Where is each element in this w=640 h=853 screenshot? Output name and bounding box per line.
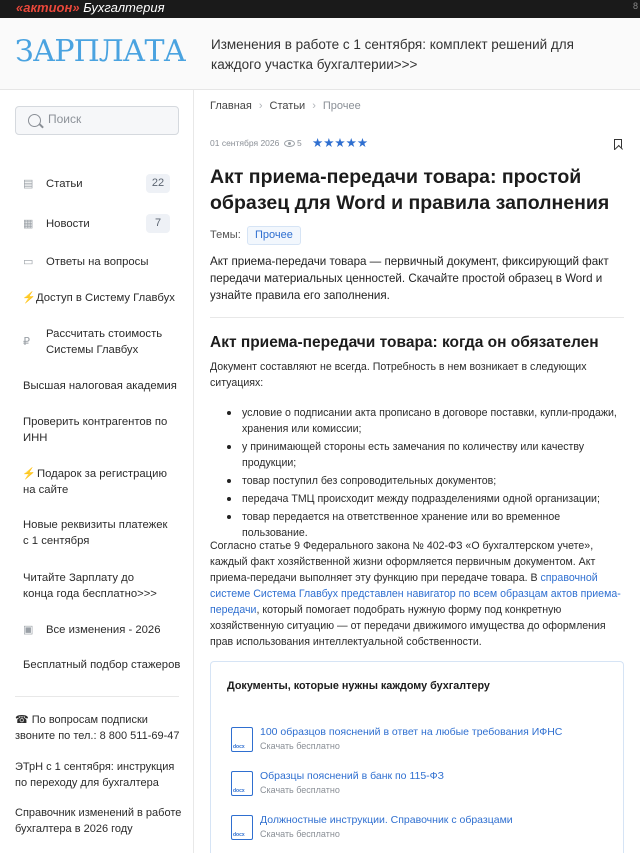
article-title: Акт приема-передачи товара: простой образец для Word и правила заполнения xyxy=(210,166,610,214)
lightning-icon: ⚡ xyxy=(22,468,36,480)
breadcrumb-current: Прочее xyxy=(322,100,361,112)
list-item: товар поступил без сопроводительных документов; xyxy=(210,473,624,489)
lightning-icon: ⚡ xyxy=(22,292,36,304)
top-bar xyxy=(0,0,640,18)
document-link[interactable]: 100 образцов пояснений в ответ на любые требования ИФНС xyxy=(260,726,563,738)
document-link[interactable]: Образцы пояснений в банк по 115-ФЗ xyxy=(260,770,445,782)
article-lead: Акт приема-передачи товара — первичный документ, фиксирующий факт передачи материальных ценностей. Скачайте простой образец в Word и узнайте правила его заполнения. xyxy=(210,255,609,302)
docx-file-icon: docx xyxy=(231,815,253,840)
topics-label: Темы: xyxy=(210,229,241,241)
view-count: 5 xyxy=(297,138,302,148)
corner-mark: 8 xyxy=(632,1,638,11)
sidebar-link-handbook[interactable]: Справочник изменений в работе бухгалтера в 2026 году xyxy=(15,807,182,835)
sidebar-item-label: Новые реквизиты платежек с 1 сентября xyxy=(23,519,168,547)
sidebar-item-label: Все изменения - 2026 xyxy=(46,624,161,636)
download-free-label[interactable]: Скачать бесплатно xyxy=(260,829,340,839)
law-paragraph xyxy=(210,538,624,650)
news-icon: ▦ xyxy=(23,218,34,230)
documents-box xyxy=(210,661,624,853)
situation-list xyxy=(210,405,624,543)
sidebar xyxy=(0,90,194,853)
chevron-right-icon: › xyxy=(312,100,316,112)
brand-name: Бухгалтерия xyxy=(83,0,165,15)
subscription-phone[interactable]: ☎ По вопросам подписки звоните по тел.: 8 800 511-69-47 xyxy=(15,714,180,742)
sidebar-item-label: Статьи xyxy=(46,178,83,190)
docx-file-icon: docx xyxy=(231,771,253,796)
brand-logo[interactable] xyxy=(16,0,165,18)
breadcrumb xyxy=(210,100,361,112)
search-box[interactable] xyxy=(15,106,179,135)
paragraph-text: , который помогает подобрать нужную форму под конкретную хозяйственную ситуацию — от передачи движимого имущества до оформления прав использования интеллектуальной собственности. xyxy=(210,604,606,648)
sidebar-item-label: Проверить контрагентов по ИНН xyxy=(23,416,168,444)
site-logo[interactable]: ЗАРПЛАТА xyxy=(15,34,186,69)
rating-stars[interactable]: ★★★★★ xyxy=(312,136,369,150)
breadcrumb-articles[interactable]: Статьи xyxy=(269,100,306,112)
breadcrumb-home[interactable]: Главная xyxy=(210,100,252,112)
brand-accent: «актион» xyxy=(16,0,80,15)
search-icon xyxy=(28,114,41,127)
sidebar-link-etrn[interactable]: ЭТрН с 1 сентября: инструкция по переходу для бухгалтера xyxy=(15,761,175,789)
count-badge: 22 xyxy=(146,174,170,193)
topic-tag[interactable]: Прочее xyxy=(247,226,301,245)
document-item[interactable] xyxy=(231,771,611,801)
sidebar-item-label: Ответы на вопросы xyxy=(46,256,149,268)
divider xyxy=(210,317,624,318)
document-item[interactable] xyxy=(231,815,611,845)
list-item: товар передается на ответственное хранение или во временное пользование. xyxy=(210,509,624,541)
sidebar-item-label: Читайте Зарплату до конца года бесплатно>>> xyxy=(23,572,157,600)
site-header xyxy=(0,18,640,90)
sidebar-item-label: Рассчитать стоимость Системы Главбух xyxy=(46,328,163,356)
download-free-label[interactable]: Скачать бесплатно xyxy=(260,785,340,795)
list-item: условие о подписании акта прописано в договоре поставки, купли-продажи, хранения или комиссии; xyxy=(210,405,624,437)
eye-icon xyxy=(284,140,295,147)
publish-date: 01 сентября 2026 xyxy=(210,138,280,148)
document-link[interactable]: Должностные инструкции. Справочник с образцами xyxy=(260,814,513,826)
list-item: передача ТМЦ происходит между подразделениями одной организации; xyxy=(210,491,624,507)
reference-system-link[interactable]: справочной системе Система Главбух представлен навигатор по всем образцам актов приема-передачи xyxy=(210,572,621,616)
sidebar-divider xyxy=(15,696,179,697)
bookmark-icon[interactable] xyxy=(614,139,622,150)
document-item[interactable] xyxy=(231,727,611,757)
articles-icon: ▤ xyxy=(23,178,34,190)
sidebar-item-label: Доступ в Систему Главбух xyxy=(36,292,175,304)
calendar-icon: ▣ xyxy=(23,624,34,636)
chevron-right-icon: › xyxy=(258,100,263,112)
section-intro: Документ составляют не всегда. Потребность в нем возникает в следующих ситуациях: xyxy=(210,361,587,389)
sidebar-item-label: Высшая налоговая академия xyxy=(23,380,177,392)
sidebar-item-label: Бесплатный подбор стажеров xyxy=(23,659,181,671)
sidebar-item-label: Подарок за регистрацию на сайте xyxy=(23,468,167,496)
download-free-label[interactable]: Скачать бесплатно xyxy=(260,741,340,751)
section-heading: Акт приема-передачи товара: когда он обязателен xyxy=(210,334,599,351)
sidebar-item-label: Новости xyxy=(46,218,90,230)
qa-icon: ▭ xyxy=(23,256,34,268)
ruble-icon: ₽ xyxy=(23,336,30,348)
documents-box-title: Документы, которые нужны каждому бухгалтеру xyxy=(227,680,490,692)
count-badge: 7 xyxy=(146,214,170,233)
docx-file-icon: docx xyxy=(231,727,253,752)
paragraph-text: Согласно статье 9 Федерального закона № 402-ФЗ «О бухгалтерском учете», каждый факт хозяйственной жизни оформляется первичным документом. Акт приема-передачи выполняет эту функцию при передаче товара. В xyxy=(210,540,596,584)
list-item: у принимающей стороны есть замечания по количеству или качеству продукции; xyxy=(210,439,624,471)
promo-link[interactable]: Изменения в работе с 1 сентября: комплект решений для каждого участка бухгалтерии>>> xyxy=(211,37,574,72)
search-input[interactable] xyxy=(48,112,168,126)
